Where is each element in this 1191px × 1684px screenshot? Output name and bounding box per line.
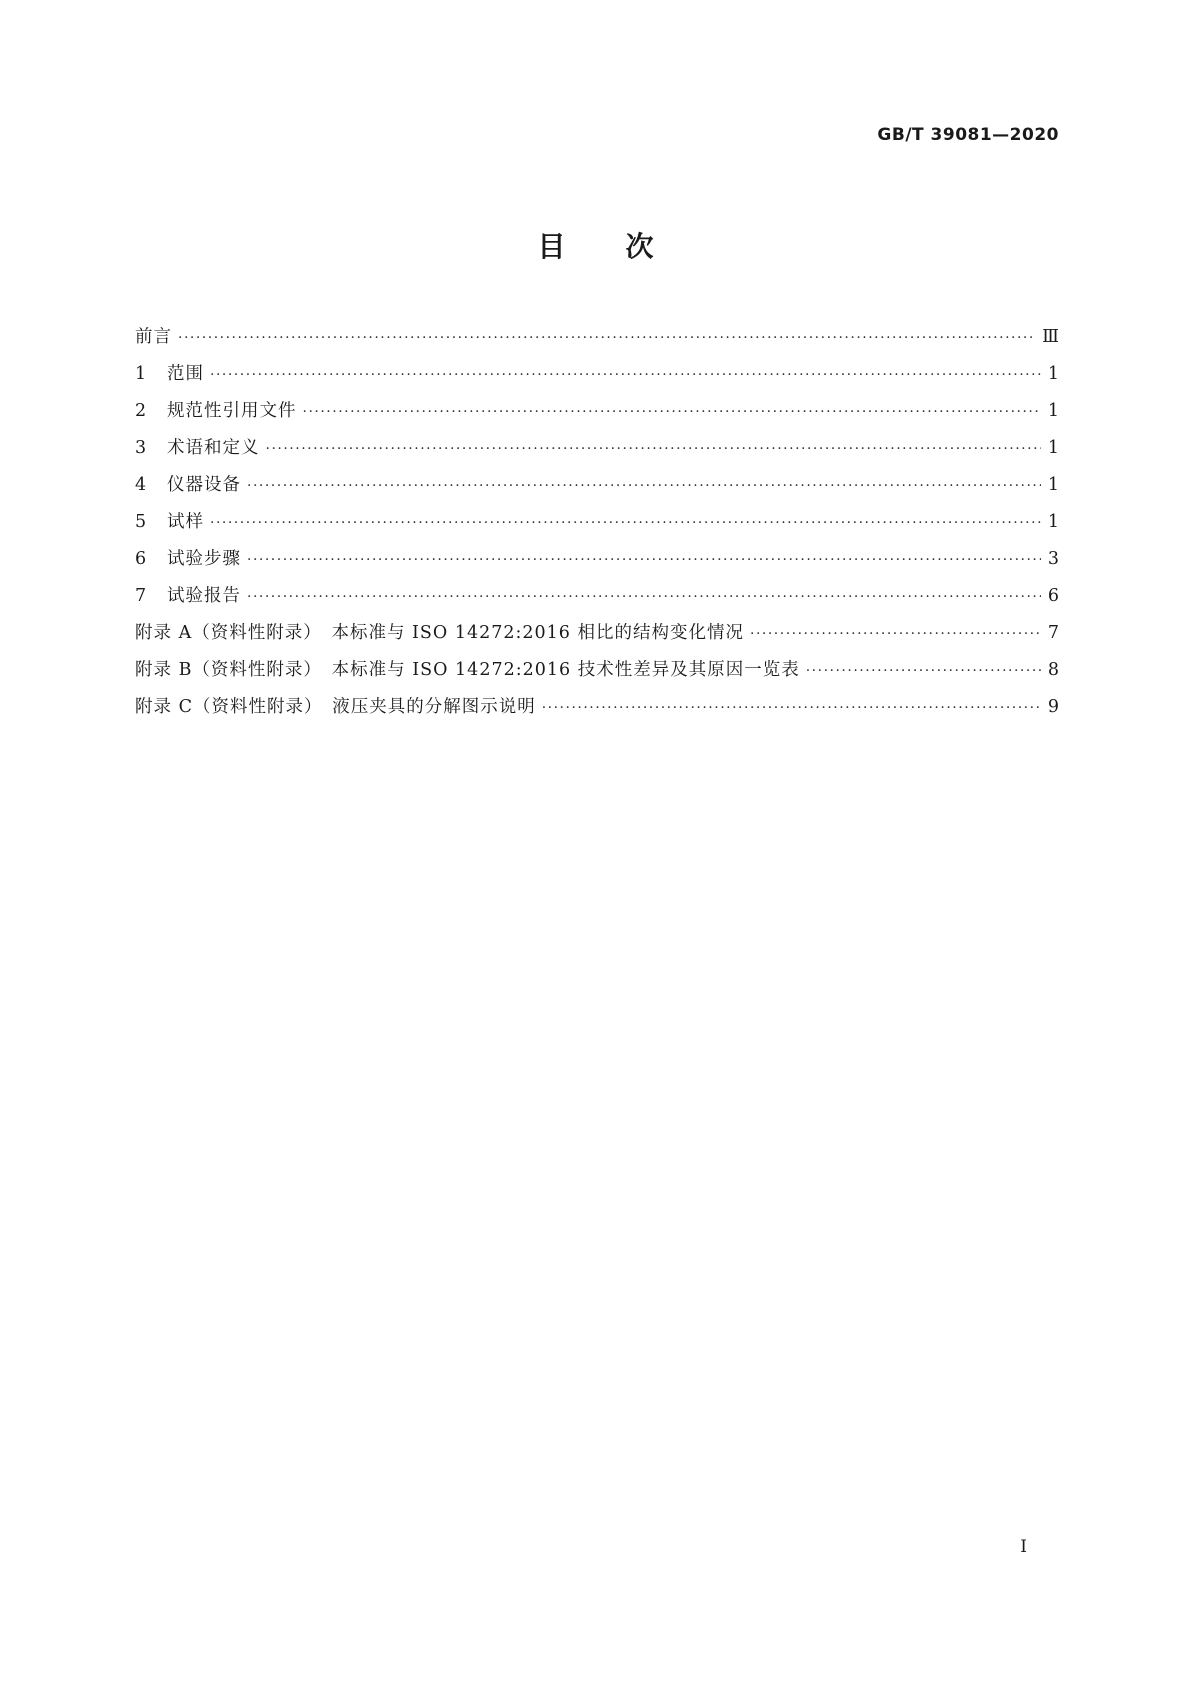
- toc-dot-leader: [210, 367, 1041, 383]
- toc-entry-number: 2: [135, 401, 148, 421]
- toc-dot-leader: [750, 626, 1041, 642]
- toc-entry-foreword[interactable]: [135, 323, 1059, 360]
- toc-entry-annex-c[interactable]: [135, 693, 1059, 730]
- toc-entry-page: 1: [1047, 401, 1059, 421]
- toc-entry-label: 6 试验步骤: [135, 549, 241, 569]
- toc-dot-leader: [542, 700, 1041, 716]
- toc-entry-page: 8: [1047, 660, 1059, 680]
- toc-entry-page: 1: [1047, 438, 1059, 458]
- toc-entry-page: 6: [1047, 586, 1059, 606]
- toc-entry-test-procedure[interactable]: [135, 545, 1059, 582]
- toc-entry-number: 3: [135, 438, 148, 458]
- toc-entry-test-report[interactable]: [135, 582, 1059, 619]
- toc-entry-number: 4: [135, 475, 148, 495]
- toc-entry-annex-b[interactable]: [135, 656, 1059, 693]
- toc-entry-label: 附录 C（资料性附录） 液压夹具的分解图示说明: [135, 697, 536, 717]
- toc-entry-number: 7: [135, 586, 148, 606]
- toc-entry-label: 1 范围: [135, 364, 204, 384]
- toc-entry-apparatus[interactable]: [135, 471, 1059, 508]
- toc-entry-page: 1: [1047, 475, 1059, 495]
- toc-entry-page: Ⅲ: [1042, 327, 1059, 347]
- toc-dot-leader: [266, 441, 1042, 457]
- toc-title: 目次: [537, 230, 714, 263]
- standard-code: GB/T 39081—2020: [877, 125, 1059, 145]
- toc-entry-page: 9: [1047, 697, 1059, 717]
- toc-entry-specimens[interactable]: [135, 508, 1059, 545]
- toc-dot-leader: [210, 515, 1041, 531]
- toc-dot-leader: [303, 404, 1042, 420]
- toc-entry-scope[interactable]: [135, 360, 1059, 397]
- toc-dot-leader: [806, 663, 1041, 679]
- toc-entry-label: 3 术语和定义: [135, 438, 260, 458]
- toc-entry-number: 5: [135, 512, 148, 532]
- table-of-contents: [135, 323, 1059, 730]
- toc-entry-annex-a[interactable]: [135, 619, 1059, 656]
- toc-entry-label: 4 仪器设备: [135, 475, 241, 495]
- toc-entry-number: 6: [135, 549, 148, 569]
- toc-dot-leader: [247, 478, 1041, 494]
- toc-entry-label: 2 规范性引用文件: [135, 401, 297, 421]
- toc-entry-label: 7 试验报告: [135, 586, 241, 606]
- toc-entry-page: 1: [1047, 364, 1059, 384]
- toc-entry-label: 附录 A（资料性附录） 本标准与 ISO 14272:2016 相比的结构变化情况: [135, 623, 744, 643]
- toc-entry-page: 7: [1047, 623, 1059, 643]
- toc-entry-page: 1: [1047, 512, 1059, 532]
- toc-dot-leader: [247, 589, 1041, 605]
- toc-entry-label: 前言: [135, 327, 172, 347]
- page-number: I: [1020, 1537, 1027, 1557]
- toc-dot-leader: [178, 330, 1036, 346]
- toc-entry-number: 1: [135, 364, 148, 384]
- toc-dot-leader: [247, 552, 1041, 568]
- toc-entry-page: 3: [1047, 549, 1059, 569]
- toc-entry-normative-references[interactable]: [135, 397, 1059, 434]
- toc-entry-label: 5 试样: [135, 512, 204, 532]
- toc-entry-terms[interactable]: [135, 434, 1059, 471]
- toc-entry-label: 附录 B（资料性附录） 本标准与 ISO 14272:2016 技术性差异及其原因一览表: [135, 660, 800, 680]
